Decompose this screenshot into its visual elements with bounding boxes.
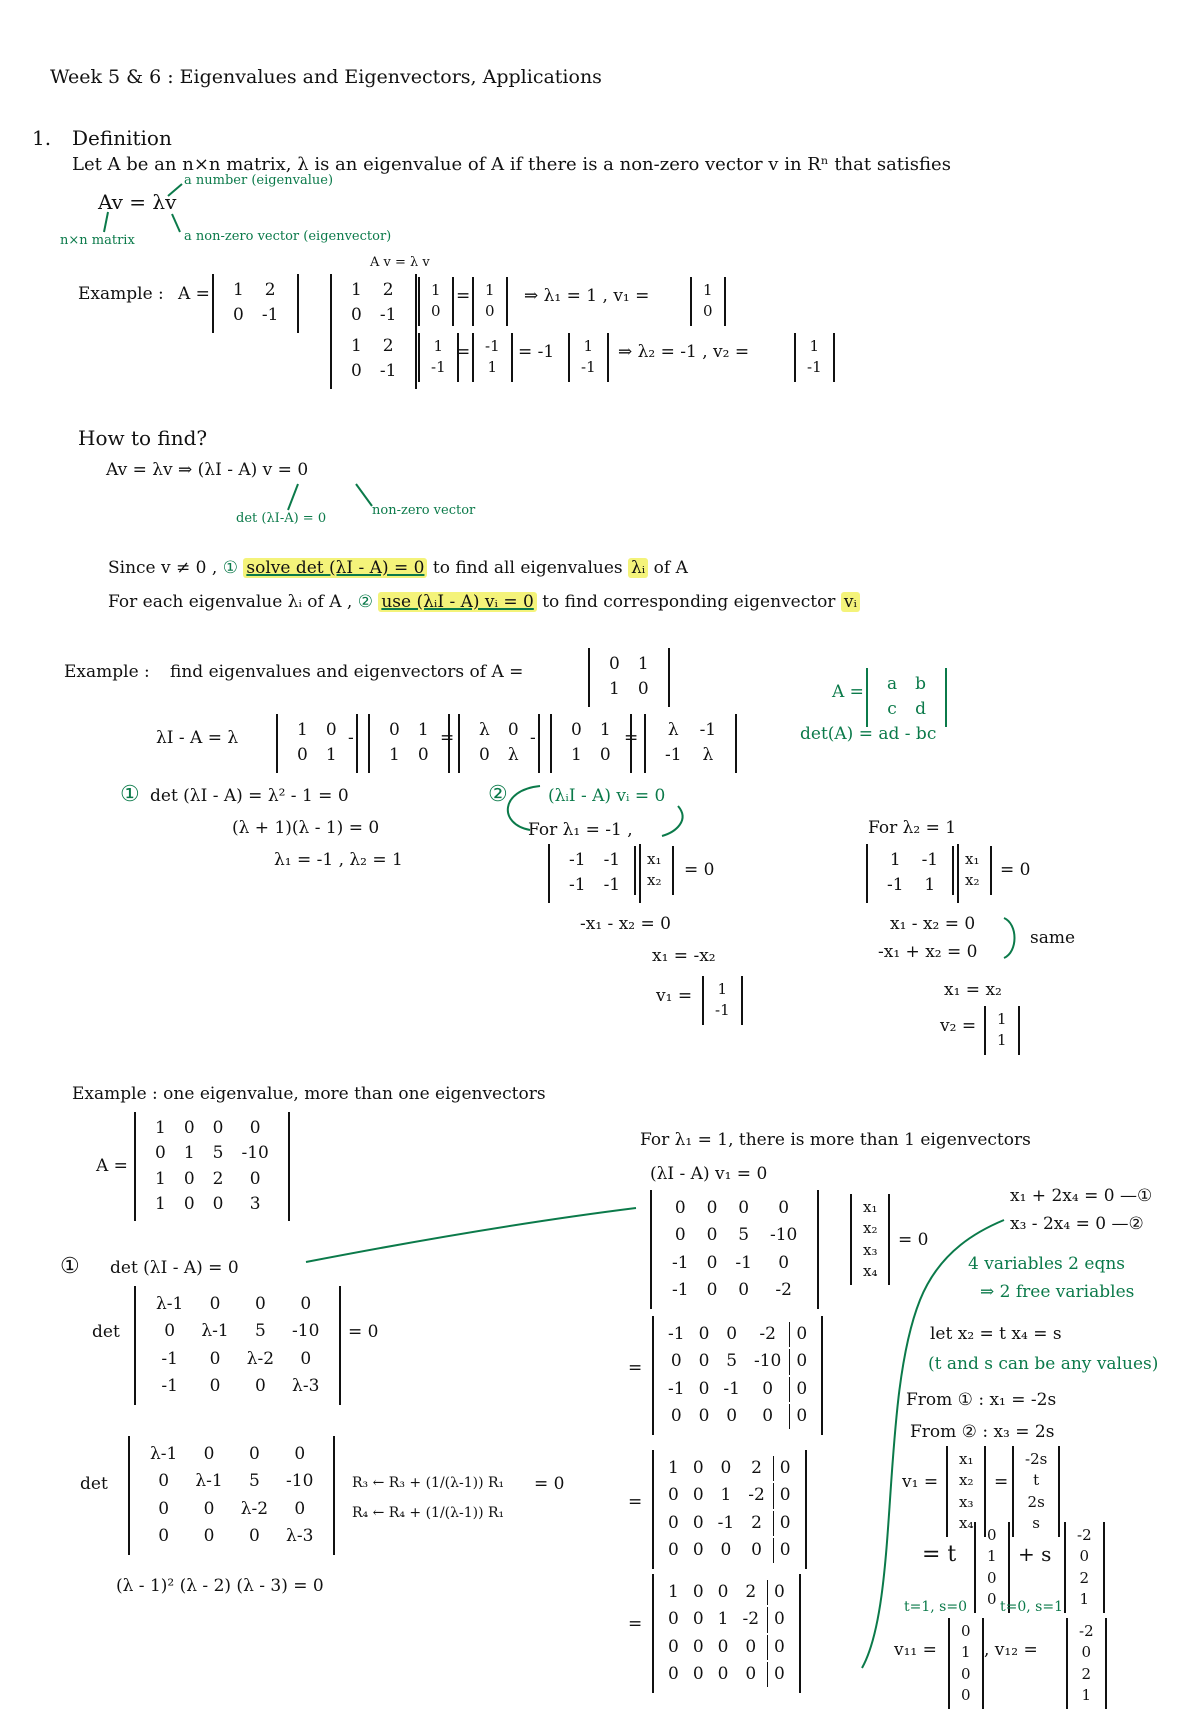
annotation-det: det (λI-A) = 0 [236, 511, 327, 526]
ex2-step1-line1: det (λI - A) = λ² - 1 = 0 [150, 786, 349, 806]
page-title: Week 5 & 6 : Eigenvalues and Eigenvectors, Applications [50, 66, 602, 88]
ex2-step3-matrix: 1 -1 -1 1 [866, 844, 959, 903]
augmented-matrix-1: -1 0 0 -2 0 0 0 5 -10 0 -1 0 -1 0 0 0 0 0 0 0 [652, 1316, 823, 1435]
ex2-step1-line2: (λ + 1)(λ - 1) = 0 [232, 818, 380, 838]
combo-v2: -2 0 2 1 [1064, 1522, 1105, 1613]
v-vals-vector: -2s t 2s s [1012, 1446, 1060, 1537]
formula-A-label: A = [832, 682, 864, 702]
combo-plus: + s [1018, 1542, 1052, 1566]
equals-sign: = [456, 342, 471, 362]
formula-A-matrix: a b c d [866, 668, 947, 727]
section-number: 1. [32, 126, 52, 150]
combo-v1: 0 1 0 0 [974, 1522, 1010, 1613]
example3-A: 1 0 0 0 0 1 5 -10 1 0 2 0 1 0 0 3 [134, 1112, 290, 1221]
example3-label: Example : one eigenvalue, more than one eigenvectors [72, 1084, 546, 1104]
annotation-matrix: n×n matrix [60, 233, 135, 248]
row-op-2: R₄ ← R₄ + (1/(λ-1)) R₁ [352, 1505, 505, 1521]
system-matrix: 0 0 0 0 0 0 5 -10 -1 0 -1 0 -1 0 0 -2 [650, 1190, 819, 1309]
det2-eq: = 0 [534, 1474, 565, 1494]
let-line: let x₂ = t x₄ = s [930, 1324, 1062, 1344]
arrow-nonzero [356, 484, 372, 506]
ex3-step1-number: ① [60, 1254, 80, 1279]
row-op-1: R₃ ← R₃ + (1/(λ-1)) R₁ [352, 1475, 505, 1491]
example-line2-A: 1 2 0 -1 [330, 330, 417, 389]
ex2-step2-matrix: -1 -1 -1 -1 [548, 844, 641, 903]
v11-vector: 0 1 0 0 [948, 1618, 984, 1709]
step2-highlight: use (λᵢI - A) vᵢ = 0 [378, 592, 536, 612]
arrow-det [288, 484, 298, 510]
arrow-eigenvector [172, 214, 180, 232]
ex2-step2-line2: For λ₁ = -1 , [528, 820, 633, 840]
equals-sign: = [624, 728, 639, 748]
step1-number: ① [222, 558, 238, 578]
minus-sign: - [348, 728, 354, 748]
det1-matrix: λ-1 0 0 0 0 λ-1 5 -10 -1 0 λ-2 0 -1 0 0 λ-3 [134, 1286, 341, 1405]
example2-text: find eigenvalues and eigenvectors of A = [170, 662, 524, 682]
example3-A-label: A = [96, 1156, 128, 1176]
ex2-step1-number: ① [120, 782, 140, 807]
system-x: x₁ x₂ x₃ x₄ [850, 1194, 890, 1285]
ex2-step2-line1: (λᵢI - A) vᵢ = 0 [548, 786, 666, 806]
lambdaI-matrix: λ 0 0 λ [458, 714, 540, 773]
ex2-step2-x: x₁ x₂ [634, 846, 674, 895]
det-label-1: det [92, 1322, 120, 1342]
ex2-v1: 1 -1 [702, 976, 743, 1025]
circle-step2-close [662, 806, 683, 836]
section-heading: Definition [72, 126, 172, 150]
ex2-step2-number: ② [488, 782, 508, 807]
from-1: From ① : x₁ = -2s [906, 1390, 1057, 1410]
green-note-2: ⇒ 2 free variables [980, 1282, 1135, 1302]
case-2: t=0, s=1 [1000, 1599, 1063, 1615]
ex2-step1-line3: λ₁ = -1 , λ₂ = 1 [274, 850, 403, 870]
A-copy2-matrix: 0 1 1 0 [550, 714, 632, 773]
ex2-step3-eq: = 0 [1000, 860, 1031, 880]
v12-lhs: , v₁₂ = [984, 1640, 1038, 1660]
ex2-step3-line2: x₁ - x₂ = 0 [890, 914, 976, 934]
step1-line: Since v ≠ 0 , ① solve det (λI - A) = 0 to find all eigenvalues λᵢ of A [108, 558, 688, 578]
definition-text: Let A be an n×n matrix, λ is an eigenvalue of A if there is a non-zero vector v in Rⁿ that satisfies [72, 154, 951, 175]
equals-sign: = [456, 286, 471, 306]
ex2-step2-line4: x₁ = -x₂ [652, 946, 716, 966]
example-line2-conclusion: ⇒ λ₂ = -1 , v₂ = [618, 342, 750, 362]
v-x-vector: x₁ x₂ x₃ x₄ [946, 1446, 986, 1537]
v12-vector: -2 0 2 1 [1066, 1618, 1107, 1709]
green-note-1: 4 variables 2 eqns [968, 1254, 1126, 1274]
above-labels: A v = λ v [370, 255, 430, 270]
step1-highlight: solve det (λI - A) = 0 [243, 558, 427, 578]
howto-equation: Av = λv ⇒ (λI - A) v = 0 [106, 460, 309, 480]
eq-sign-aug2: = [628, 1492, 643, 1512]
example-label: Example : [78, 284, 164, 304]
system-eq: = 0 [898, 1230, 929, 1250]
example-A-label: A = [178, 284, 210, 304]
step2-v: vᵢ [841, 592, 860, 612]
example-line1-conclusion: ⇒ λ₁ = 1 , v₁ = [524, 286, 650, 306]
example-line1-result: 1 0 [472, 277, 508, 326]
eigen-equation: Av = λv [98, 190, 177, 214]
lambdaI-minus-A: λI - A = λ [156, 728, 239, 748]
example-line2-v: 1 -1 [418, 333, 459, 382]
example-A-matrix: 1 2 0 -1 [212, 274, 299, 333]
ex2-step2-line5: v₁ = [656, 986, 693, 1006]
long-arrow-to-matrix [306, 1208, 636, 1262]
char-poly: (λ - 1)² (λ - 2) (λ - 3) = 0 [116, 1576, 324, 1596]
green-eq-1: x₁ + 2x₄ = 0 —① [1010, 1186, 1153, 1206]
ex3-r-line2: (λI - A) v₁ = 0 [650, 1164, 768, 1184]
combo-t: = t [922, 1542, 957, 1567]
step2-number: ② [357, 592, 373, 612]
ex2-step3-line4: x₁ = x₂ [944, 980, 1002, 1000]
let-note: (t and s can be any values) [928, 1354, 1159, 1374]
ex2-step2-line3: -x₁ - x₂ = 0 [580, 914, 671, 934]
example-line2-result: -1 1 [472, 333, 513, 382]
ex2-step3-x: x₁ x₂ [952, 846, 992, 895]
identity-matrix: 1 0 0 1 [276, 714, 358, 773]
annotation-nonzero: non-zero vector [372, 503, 476, 518]
example-line2-eigenvector: 1 -1 [794, 333, 835, 382]
eq-sign-aug3: = [628, 1614, 643, 1634]
augmented-matrix-2: 1 0 0 2 0 0 0 1 -2 0 0 0 -1 2 0 0 0 0 0 0 [652, 1450, 807, 1569]
arrow-matrix [104, 212, 108, 232]
example2-label: Example : [64, 662, 150, 682]
ex2-step3-line3: -x₁ + x₂ = 0 [878, 942, 978, 962]
case-1: t=1, s=0 [904, 1599, 967, 1615]
equals-sign: = [440, 728, 455, 748]
det2-matrix: λ-1 0 0 0 0 λ-1 5 -10 0 0 λ-2 0 0 0 0 λ-3 [128, 1436, 335, 1555]
minus-sign: - [530, 728, 536, 748]
result-matrix: λ -1 -1 λ [644, 714, 737, 773]
annotation-eigenvector: a non-zero vector (eigenvector) [184, 229, 392, 244]
formula-det: det(A) = ad - bc [800, 724, 937, 744]
A-copy-matrix: 0 1 1 0 [368, 714, 450, 773]
green-eq-2: x₃ - 2x₄ = 0 —② [1010, 1214, 1144, 1234]
ex3-r-line1: For λ₁ = 1, there is more than 1 eigenvectors [640, 1130, 1031, 1150]
v11-lhs: v₁₁ = [894, 1640, 937, 1660]
brace-same [1004, 918, 1015, 958]
ex2-step3-same: same [1030, 928, 1076, 948]
ex3-step1-line1: det (λI - A) = 0 [110, 1258, 239, 1278]
ex2-step3-line1: For λ₂ = 1 [868, 818, 957, 838]
ex2-step2-eq: = 0 [684, 860, 715, 880]
ex2-step3-line5: v₂ = [940, 1016, 977, 1036]
det-label-2: det [80, 1474, 108, 1494]
example2-A: 0 1 1 0 [588, 648, 670, 707]
example-line2-mid: = -1 [518, 342, 555, 362]
equals-sign: = [994, 1472, 1009, 1492]
ex2-v2: 1 1 [984, 1006, 1020, 1055]
annotation-eigenvalue: a number (eigenvalue) [184, 173, 334, 188]
example-line2-mid-vec: 1 -1 [568, 333, 609, 382]
howto-question: How to find? [78, 426, 208, 450]
step2-line: For each eigenvalue λᵢ of A , ② use (λᵢI - A) vᵢ = 0 to find corresponding eigenvector vᵢ [108, 594, 860, 611]
example-line1-v: 1 0 [418, 277, 454, 326]
v-lhs: v₁ = [902, 1472, 939, 1492]
augmented-matrix-3: 1 0 0 2 0 0 0 1 -2 0 0 0 0 0 0 0 0 0 0 0 [652, 1574, 801, 1693]
step1-lambda: λᵢ [628, 558, 648, 578]
example-line1-A: 1 2 0 -1 [330, 274, 417, 333]
eq-sign-aug1: = [628, 1358, 643, 1378]
det1-eq: = 0 [348, 1322, 379, 1342]
example-line1-eigenvector: 1 0 [690, 277, 726, 326]
from-2: From ② : x₃ = 2s [910, 1422, 1055, 1442]
